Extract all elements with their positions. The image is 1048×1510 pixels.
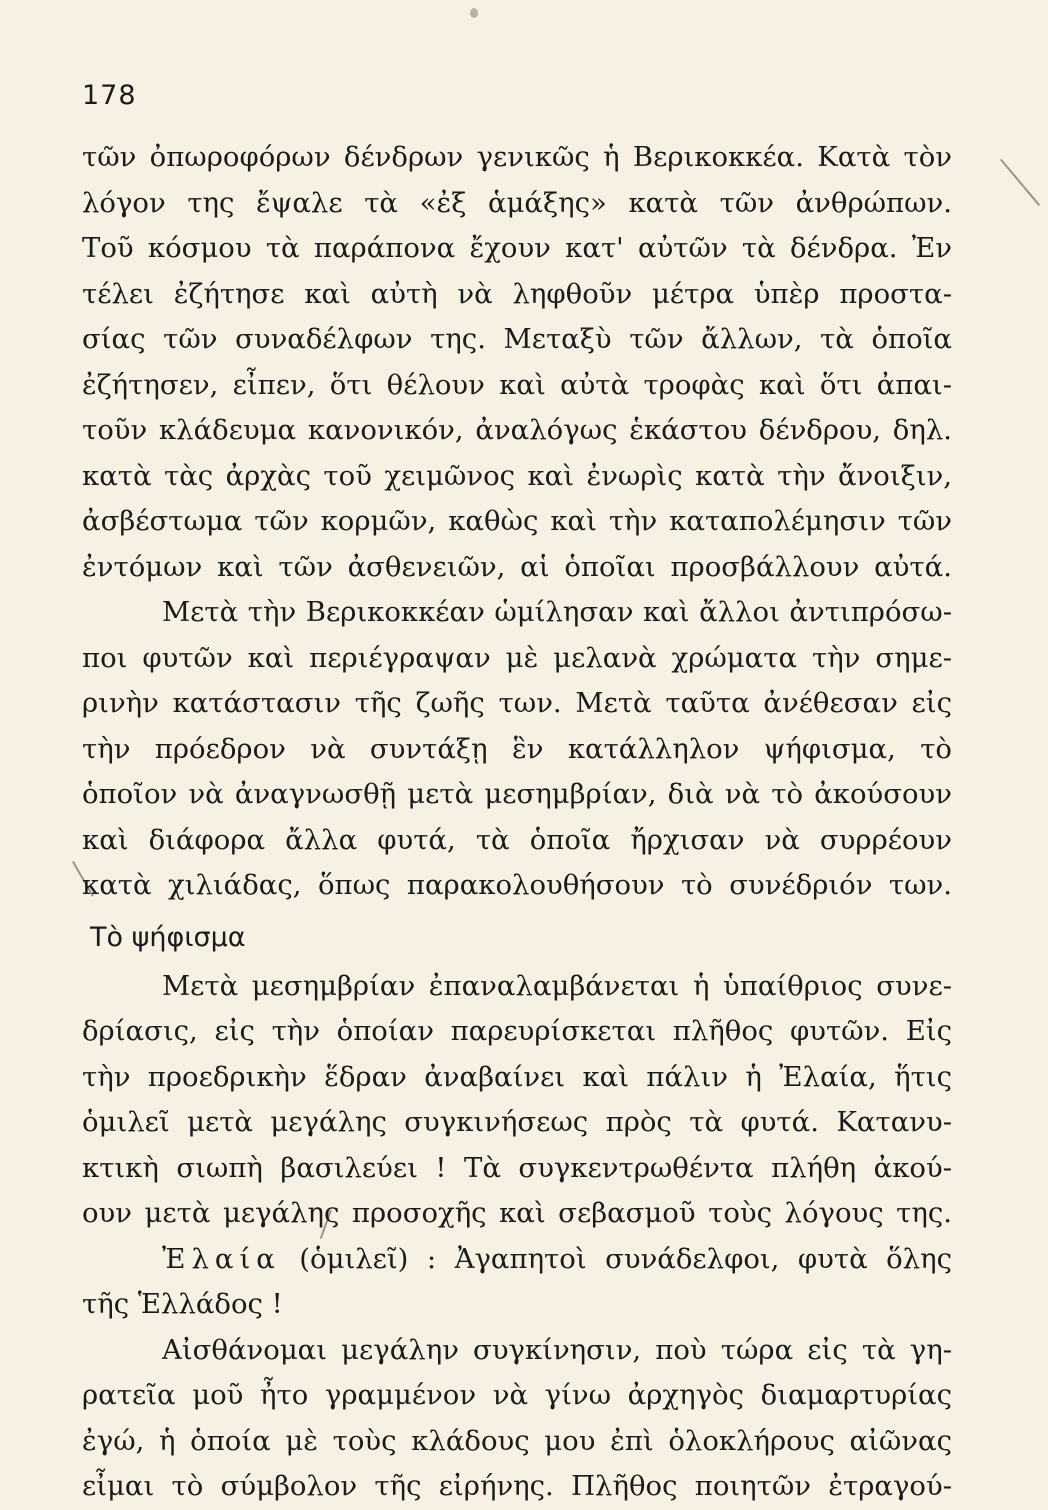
text-line: σίας τῶν συναδέλφων της. Μεταξὺ τῶν ἄλλων, τὰ ὁποῖα bbox=[82, 323, 952, 355]
speaker-name: Ἐλαία bbox=[162, 1242, 281, 1275]
text-line: τὴν προεδρικὴν ἕδραν ἀναβαίνει καὶ πάλιν ἡ Ἐλαία, ἥτις bbox=[82, 1060, 952, 1093]
text-line: ρινὴν κατάστασιν τῆς ζωῆς των. Μετὰ ταῦτα ἀνέθεσαν εἰς bbox=[82, 687, 952, 719]
text-line: ἐζήτησεν, εἶπεν, ὅτι θέλουν καὶ αὐτὰ τροφὰς καὶ ὅτι ἀπαι- bbox=[82, 368, 952, 401]
text-line: ὁποῖον νὰ ἀναγνωσθῇ μετὰ μεσημβρίαν, διὰ νὰ τὸ ἀκούσουν bbox=[82, 778, 952, 810]
text-line: δρίασις, εἰς τὴν ὁποίαν παρευρίσκεται πλῆθος φυτῶν. Εἰς bbox=[82, 1015, 952, 1047]
text-line: ὁμιλεῖ μετὰ μεγάλης συγκινήσεως πρὸς τὰ φυτά. Κατανυ- bbox=[82, 1106, 952, 1138]
text-line: ουν μετὰ μεγάλης προσοχῆς καὶ σεβασμοῦ τοὺς λόγους της. bbox=[82, 1197, 952, 1229]
text-line: κατὰ τὰς ἀρχὰς τοῦ χειμῶνος καὶ ἐνωρὶς κατὰ τὴν ἄνοιξιν, bbox=[82, 459, 952, 492]
text-line: εἶμαι τὸ σύμβολον τῆς εἰρήνης. Πλῆθος ποιητῶν ἐτραγού- bbox=[82, 1470, 952, 1502]
text-line: Αἰσθάνομαι μεγάλην συγκίνησιν, ποὺ τώρα εἰς τὰ γη- bbox=[162, 1333, 952, 1366]
text-line: Τοῦ κόσμου τὰ παράπονα ἔχουν κατ' αὐτῶν τὰ δένδρα. Ἐν bbox=[82, 232, 952, 264]
speech bbox=[82, 1237, 952, 1328]
speech-line bbox=[82, 1237, 952, 1283]
text-line: ἐντόμων καὶ τῶν ἀσθενειῶν, αἱ ὁποῖαι προσβάλλουν αὐτά. bbox=[82, 550, 952, 583]
text-line: τῶν ὀπωροφόρων δένδρων γενικῶς ἡ Βερικοκκέα. Κατὰ τὸν bbox=[82, 141, 952, 173]
text-line: κτικὴ σιωπὴ βασιλεύει ! Τὰ συγκεντρωθέντα πλήθη ἀκού- bbox=[82, 1151, 952, 1184]
text-line: τὴν πρόεδρον νὰ συντάξῃ ἓν κατάλληλον ψήφισμα, τὸ bbox=[82, 732, 952, 765]
text-line: λόγον της ἔψαλε τὰ «ἐξ ἁμάξης» κατὰ τῶν ἀνθρώπων. bbox=[82, 186, 952, 219]
section-heading: Τὸ ψήφισμα bbox=[90, 921, 246, 953]
paragraph bbox=[82, 964, 952, 1237]
text-line: τέλει ἐζήτησε καὶ αὐτὴ νὰ ληφθοῦν μέτρα ὑπὲρ προστα- bbox=[82, 277, 952, 310]
body-text bbox=[82, 135, 952, 1510]
text-line: ἐγώ, ἡ ὁποία μὲ τοὺς κλάδους μου ἐπὶ ὁλοκλήρους αἰῶνας bbox=[82, 1424, 952, 1457]
speech-text: (ὁμιλεῖ) : Ἀγαπητοὶ συνάδελφοι, φυτὰ ὅλης bbox=[280, 1242, 952, 1275]
ink-dot bbox=[470, 8, 478, 18]
page-number: 178 bbox=[82, 80, 137, 111]
paragraph bbox=[82, 135, 952, 590]
text-line: ρατεῖα μοῦ ἦτο γραμμένον νὰ γίνω ἀρχηγὸς διαμαρτυρίας bbox=[82, 1379, 952, 1411]
text-line: τοῦν κλάδευμα κανονικόν, ἀναλόγως ἑκάστου δένδρου, δηλ. bbox=[82, 414, 952, 446]
paragraph bbox=[82, 590, 952, 909]
margin-pencil-mark bbox=[1000, 159, 1040, 206]
paragraph bbox=[82, 1328, 952, 1510]
text-line: ἀσβέστωμα τῶν κορμῶν, καθὼς καὶ τὴν καταπολέμησιν τῶν bbox=[82, 505, 952, 537]
text-line: καὶ διάφορα ἄλλα φυτά, τὰ ὁποῖα ἤρχισαν νὰ συρρέουν bbox=[82, 823, 952, 856]
text-line: κατὰ χιλιάδας, ὅπως παρακολουθήσουν τὸ συνέδριόν των. bbox=[82, 869, 952, 901]
text-line: Μετὰ μεσημβρίαν ἐπαναλαμβάνεται ἡ ὑπαίθριος συνε- bbox=[162, 969, 952, 1002]
text-line: Μετὰ τὴν Βερικοκκέαν ὡμίλησαν καὶ ἄλλοι ἀντιπρόσω- bbox=[162, 596, 952, 628]
speech-line: τῆς Ἑλλάδος ! bbox=[82, 1288, 283, 1320]
text-line: ποι φυτῶν καὶ περιέγραψαν μὲ μελανὰ χρώματα τὴν σημε- bbox=[82, 641, 952, 674]
